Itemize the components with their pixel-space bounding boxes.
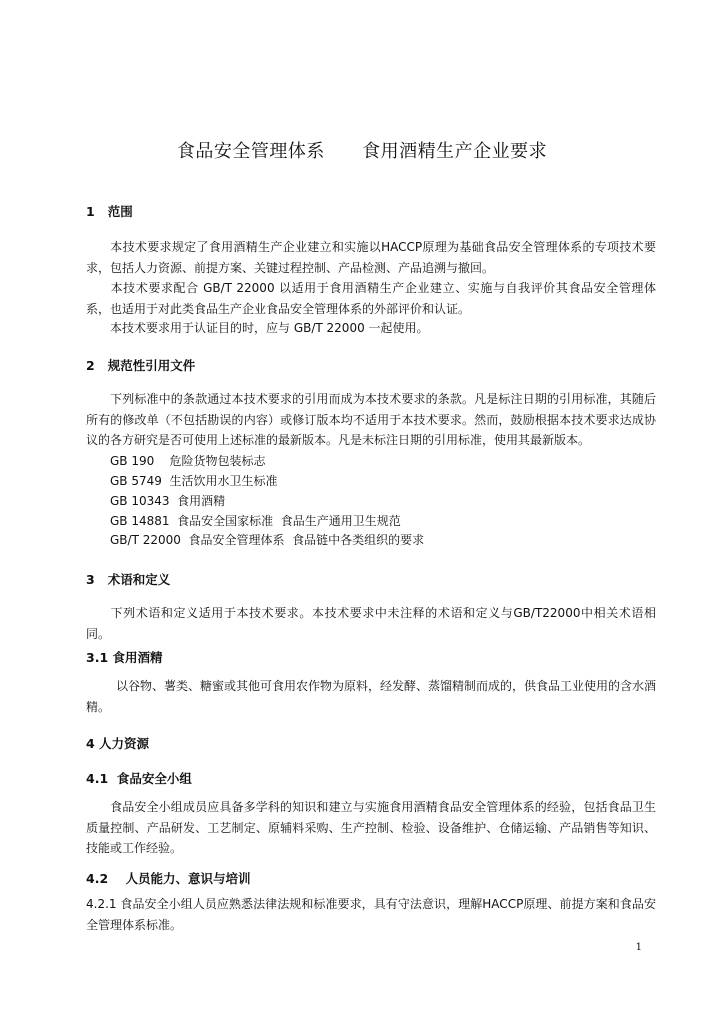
- section-4-heading: 4 人力资源: [86, 736, 150, 751]
- section-3-1-paragraph: 以谷物、薯类、糖蜜或其他可食用农作物为原料，经发酵、蒸馏精制而成的，供食品工业使用的含水酒精。: [86, 679, 657, 714]
- section-4-1-heading: 4.1 食品安全小组: [86, 771, 192, 786]
- section-2-heading: 2 规范性引用文件: [86, 358, 196, 373]
- section-4-2-1-paragraph: 4.2.1 食品安全小组人员应熟悉法律法规和标准要求，具有守法意识，理解HACCP原理、前提方案和食品安全管理体系标准。: [86, 897, 656, 932]
- section-1-paragraph-2: 本技术要求配合 GB/T 22000 以适用于食用酒精生产企业建立、实施与自我评价其食品安全管理体系，也适用于对此类食品生产企业食品安全管理体系的外部评价和认证。: [86, 281, 656, 316]
- document-title: 食品安全管理体系 食用酒精生产企业要求: [176, 141, 548, 162]
- reference-item: GB/T 22000 食品安全管理体系 食品链中各类组织的要求: [110, 533, 425, 547]
- page-number: 1: [635, 942, 642, 953]
- section-4-2-heading: 4.2 人员能力、意识与培训: [86, 871, 251, 886]
- reference-item: GB 5749 生活饮用水卫生标准: [110, 474, 278, 488]
- section-1-heading: 1 范围: [86, 204, 133, 219]
- section-3-paragraph-1: 下列术语和定义适用于本技术要求。本技术要求中未注释的术语和定义与GB/T22000中相关术语相同。: [86, 606, 656, 641]
- section-3-heading: 3 术语和定义: [86, 572, 171, 587]
- reference-item: GB 190 危险货物包装标志: [110, 454, 266, 468]
- section-3-1-heading: 3.1 食用酒精: [86, 650, 163, 665]
- section-4-1-paragraph: 食品安全小组成员应具备多学科的知识和建立与实施食用酒精食品安全管理体系的经验，包括食品卫生质量控制、产品研发、工艺制定、原辅料采购、生产控制、检验、设备维护、仓储运输、产品销售等知识、技能或工作经验。: [86, 800, 656, 855]
- section-2-paragraph-1: 下列标准中的条款通过本技术要求的引用而成为本技术要求的条款。凡是标注日期的引用标准，其随后所有的修改单（不包括勘误的内容）或修订版本均不适用于本技术要求。然而，鼓励根据本技术要求达成协议的各方研究是否可使用上述标准的最新版本。凡是未标注日期的引用标准，使用其最新版本。: [86, 392, 656, 447]
- section-1-paragraph-1: 本技术要求规定了食用酒精生产企业建立和实施以HACCP原理为基础食品安全管理体系的专项技术要求，包括人力资源、前提方案、关键过程控制、产品检测、产品追溯与撤回。: [86, 240, 656, 275]
- reference-item: GB 14881 食品安全国家标准 食品生产通用卫生规范: [110, 514, 401, 528]
- reference-item: GB 10343 食用酒精: [110, 494, 226, 508]
- section-1-paragraph-3: 本技术要求用于认证目的时，应与 GB/T 22000 一起使用。: [110, 321, 429, 335]
